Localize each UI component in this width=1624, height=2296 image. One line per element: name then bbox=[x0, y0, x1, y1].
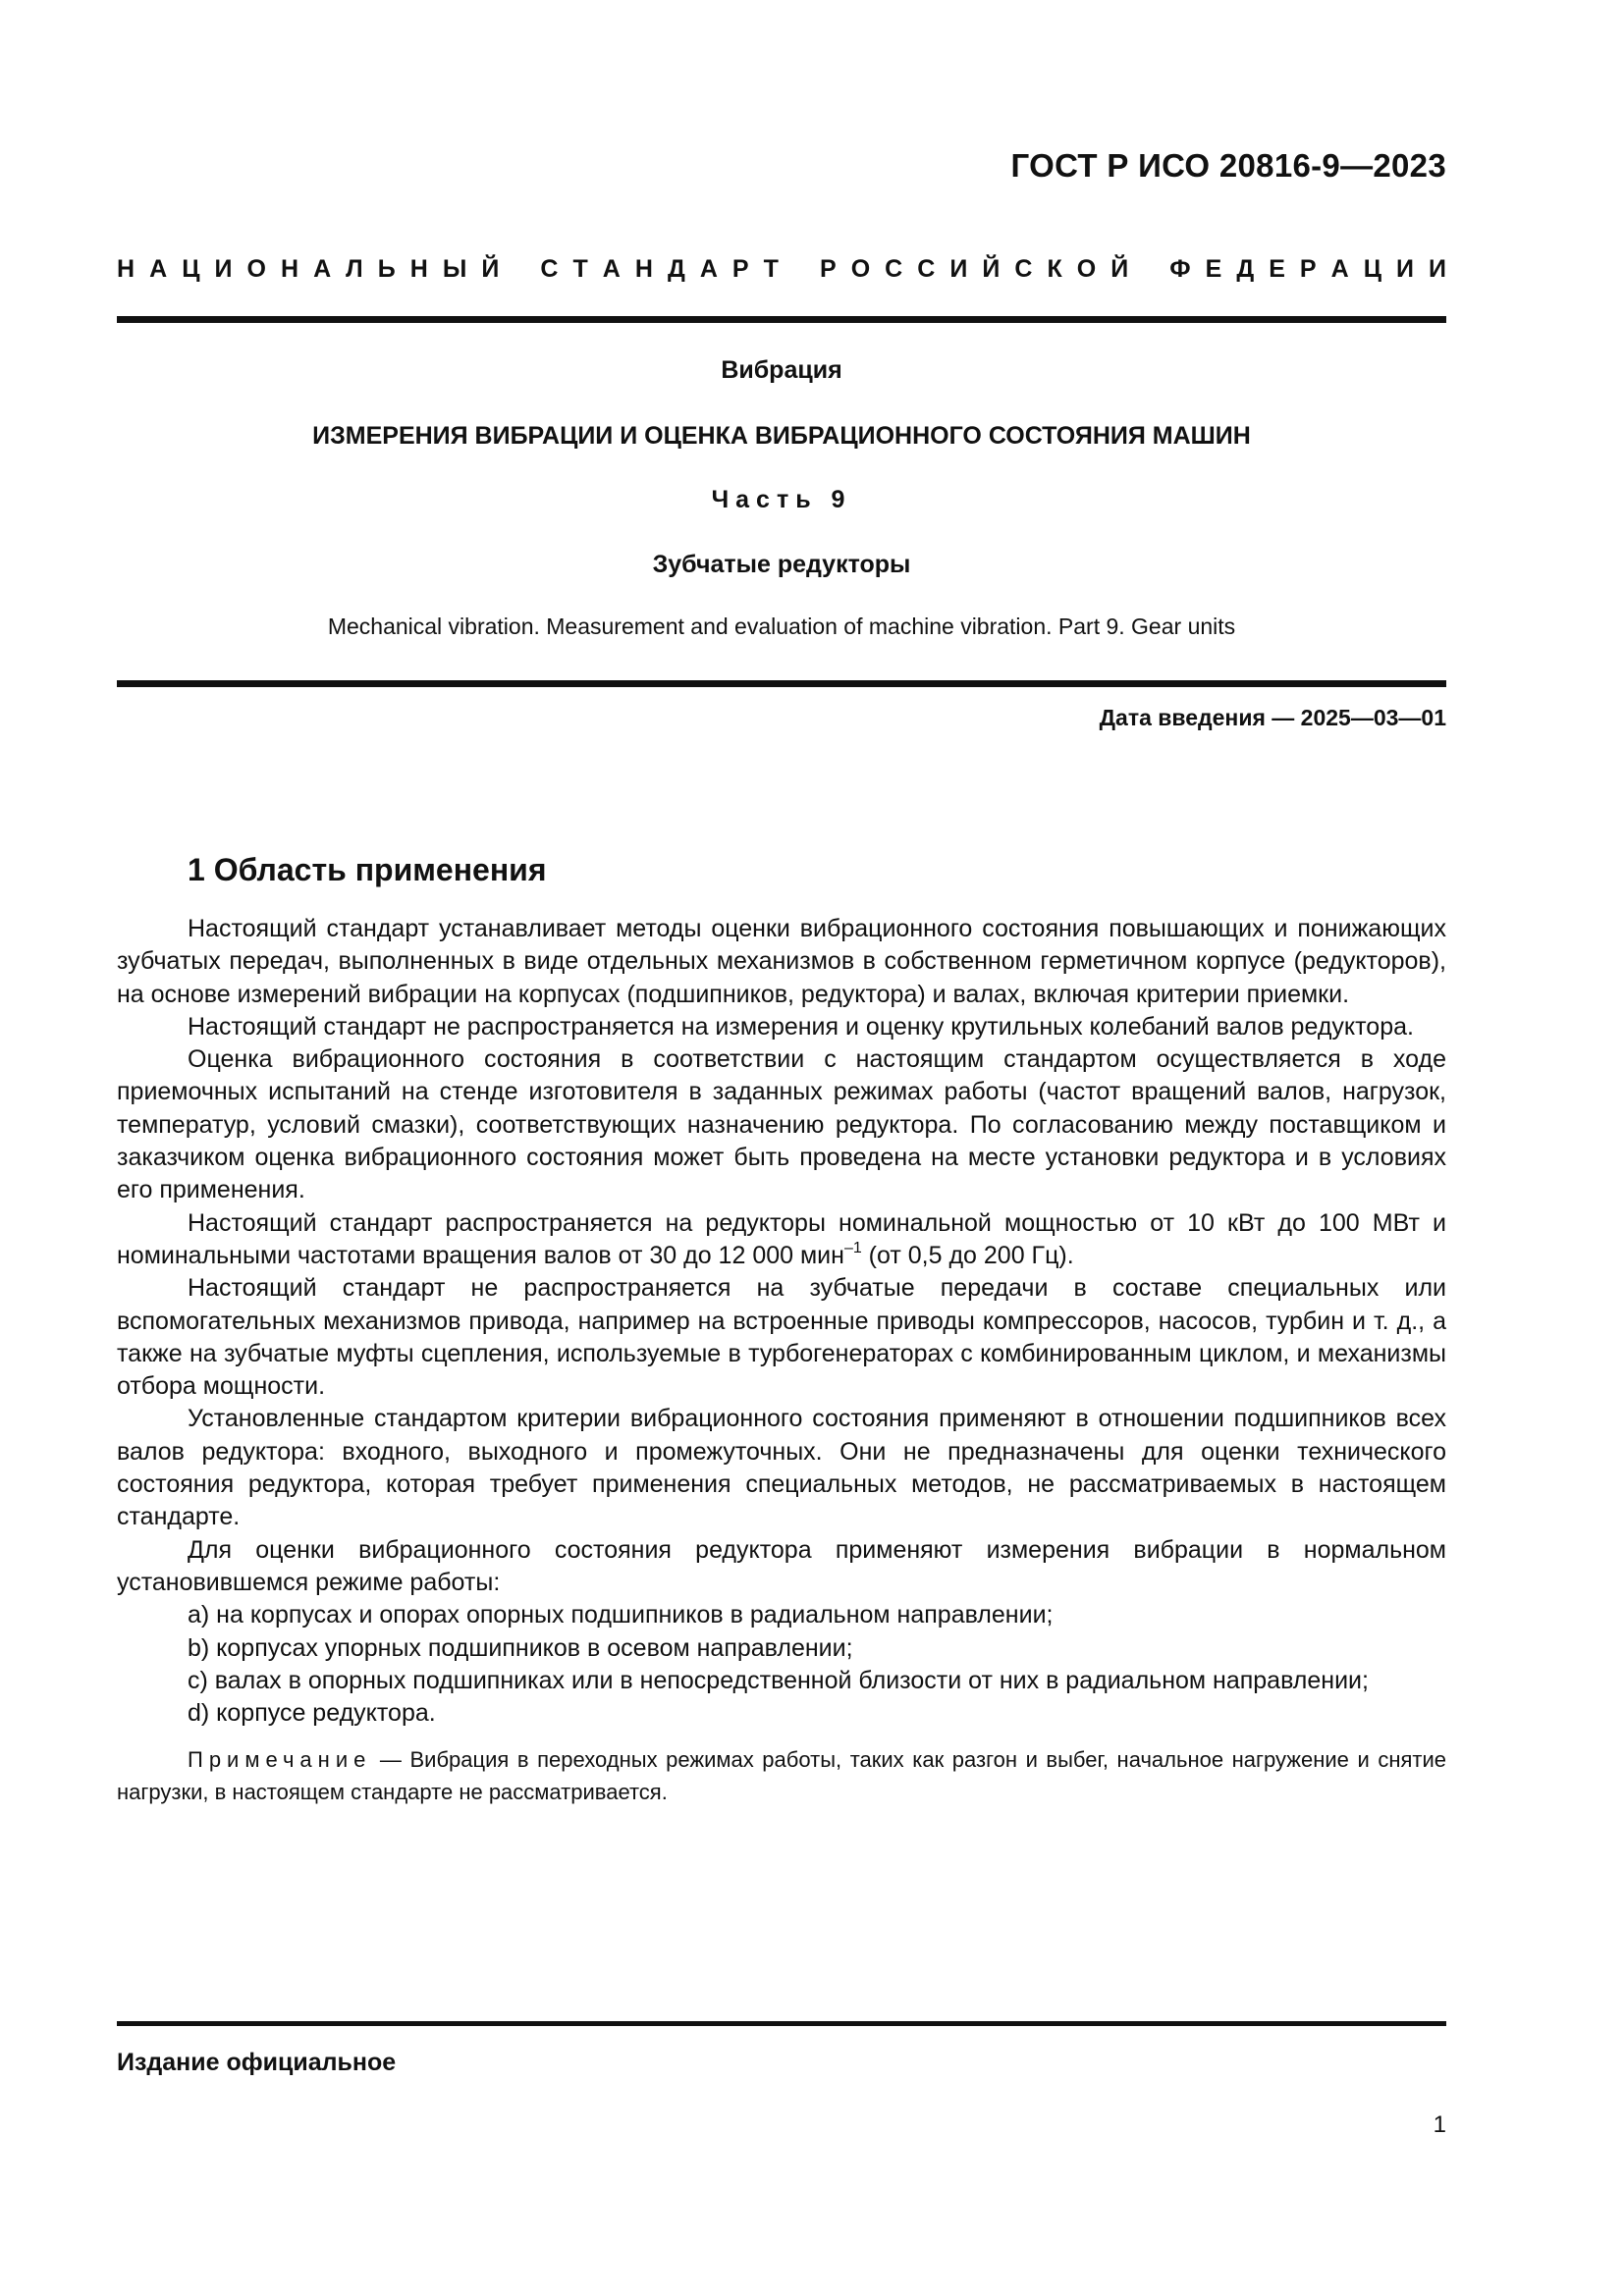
paragraph-text: Настоящий стандарт распространяется на редукторы номинальной мощностью от 10 кВт до 100 МВт и номинальными частотами вращения валов от 30 до 12 000 мин bbox=[117, 1208, 1446, 1269]
heading-letter: Т bbox=[763, 255, 779, 283]
page-number: 1 bbox=[1433, 2111, 1446, 2138]
note bbox=[117, 1743, 1446, 1808]
heading-letter: Ь bbox=[377, 255, 396, 283]
heading-letter: И bbox=[214, 255, 233, 283]
heading-letter: Р bbox=[819, 255, 837, 283]
footer-rule bbox=[117, 2021, 1446, 2026]
heading-letter: С bbox=[917, 255, 936, 283]
paragraph: Настоящий стандарт не распространяется на зубчатые передачи в составе специальных или вспомогательных механизмов привода, например на встроенные приводы компрессоров, насосов, турбин и т. д., а также на зубчатые муфты сцепления, используемые в турбогенераторах с комбинированным циклом, и механизмы отбора мощности. bbox=[117, 1274, 1446, 1401]
heading-letter: Й bbox=[481, 255, 500, 283]
heading-letter: Ц bbox=[1363, 255, 1381, 283]
heading-letter: Ц bbox=[182, 255, 200, 283]
subtitle: Зубчатые редукторы bbox=[652, 551, 911, 578]
heading-letter: Й bbox=[1110, 255, 1129, 283]
heading-letter: Н bbox=[280, 255, 299, 283]
paragraph: Установленные стандартом критерии вибрационного состояния применяют в отношении подшипников всех валов редуктора: входного, выходного и промежуточных. Они не предназначены для оценки технического состояния редуктора, которая требует применения специальных методов, не рассматриваемых в настоящем стандарте. bbox=[117, 1405, 1446, 1531]
word-gap bbox=[793, 255, 805, 284]
title-line-2: ИЗМЕРЕНИЯ ВИБРАЦИИ И ОЦЕНКА ВИБРАЦИОННОГО СОСТОЯНИЯ МАШИН bbox=[312, 422, 1251, 450]
word-gap bbox=[1143, 255, 1155, 284]
note-text: — Вибрация в переходных режимах работы, таких как разгон и выбег, начальное нагружение и снятие нагрузки, в настоящем стандарте не рассматривается. bbox=[117, 1747, 1446, 1805]
paragraph: Настоящий стандарт не распространяется на измерения и оценку крутильных колебаний валов редуктора. bbox=[188, 1012, 1414, 1041]
paragraph: Настоящий стандарт устанавливает методы оценки вибрационного состояния повышающих и понижающих зубчатых передач, выполненных в виде отдельных механизмов в собственном герметичном корпусе (редукторов), на основе измерений вибрации на корпусах (подшипников, редуктора) и валах, включая критерии приемки. bbox=[117, 915, 1446, 1008]
heading-letter: А bbox=[699, 255, 718, 283]
heading-letter: А bbox=[1330, 255, 1349, 283]
heading-letter: К bbox=[1047, 255, 1062, 283]
heading-letter: А bbox=[602, 255, 621, 283]
edition-label: Издание официальное bbox=[117, 2049, 397, 2076]
heading-letter: И bbox=[949, 255, 968, 283]
heading-letter: И bbox=[1429, 255, 1446, 283]
title-line-1: Вибрация bbox=[721, 356, 842, 384]
heading-letter: С bbox=[1014, 255, 1033, 283]
heading-letter: Р bbox=[731, 255, 749, 283]
list-item: b) корпусах упорных подшипников в осевом направлении; bbox=[188, 1633, 853, 1662]
list-item: c) валах в опорных подшипниках или в непосредственной близости от них в радиальном направлении; bbox=[188, 1666, 1369, 1694]
heading-letter: О bbox=[246, 255, 266, 283]
heading-letter: О bbox=[850, 255, 871, 283]
heading-letter: Н bbox=[117, 255, 135, 283]
word-gap bbox=[514, 255, 525, 284]
list-item: d) корпусе редуктора. bbox=[188, 1699, 436, 1728]
heading-letter: А bbox=[149, 255, 168, 283]
section-body bbox=[117, 913, 1446, 1808]
english-title: Mechanical vibration. Measurement and evaluation of machine vibration. Part 9. Gear units bbox=[327, 614, 1236, 639]
heading-letter: С bbox=[540, 255, 559, 283]
heading-letter: Й bbox=[982, 255, 1001, 283]
heading-letter: Н bbox=[634, 255, 653, 283]
national-standard-heading bbox=[117, 255, 1446, 284]
heading-letter: Т bbox=[572, 255, 588, 283]
heading-letter: И bbox=[1396, 255, 1414, 283]
part-label: Часть 9 bbox=[711, 486, 852, 513]
heading-letter: С bbox=[885, 255, 903, 283]
list-item: a) на корпусах и опорах опорных подшипников в радиальном направлении; bbox=[188, 1601, 1054, 1629]
paragraph-tail: (от 0,5 до 200 Гц). bbox=[861, 1241, 1074, 1269]
heading-letter: Л bbox=[346, 255, 363, 283]
heading-letter: О bbox=[1076, 255, 1097, 283]
section-heading: 1 Область применения bbox=[188, 852, 547, 887]
paragraph: Для оценки вибрационного состояния редуктора применяют измерения вибрации в нормальном установившемся режиме работы: bbox=[117, 1535, 1446, 1596]
paragraph bbox=[117, 1207, 1446, 1273]
gost-number: ГОСТ Р ИСО 20816-9—2023 bbox=[1010, 147, 1446, 184]
paragraph: Оценка вибрационного состояния в соответствии с настоящим стандартом осуществляется в ходе приемочных испытаний на стенде изготовителя в заданных режимах работы (частот вращений валов, нагрузок, температур, условий смазки), соответствующих назначению редуктора. По согласованию между поставщиком и заказчиком оценка вибрационного состояния может быть проведена на месте установки редуктора и в условиях его применения. bbox=[117, 1045, 1446, 1204]
note-label: Примечание bbox=[188, 1747, 372, 1773]
introduction-date: Дата введения — 2025—03—01 bbox=[1099, 705, 1446, 730]
heading-letter: Ы bbox=[442, 255, 467, 283]
heading-letter: Д bbox=[1236, 255, 1255, 283]
heading-letter: А bbox=[313, 255, 332, 283]
heading-letter: Н bbox=[409, 255, 428, 283]
heading-letter: Р bbox=[1299, 255, 1317, 283]
heading-letter: Д bbox=[667, 255, 685, 283]
middle-rule bbox=[117, 680, 1446, 687]
superscript: –1 bbox=[843, 1239, 862, 1256]
top-rule bbox=[117, 316, 1446, 323]
heading-letter: Е bbox=[1269, 255, 1285, 283]
heading-letter: Ф bbox=[1169, 255, 1191, 283]
heading-letter: Е bbox=[1205, 255, 1222, 283]
